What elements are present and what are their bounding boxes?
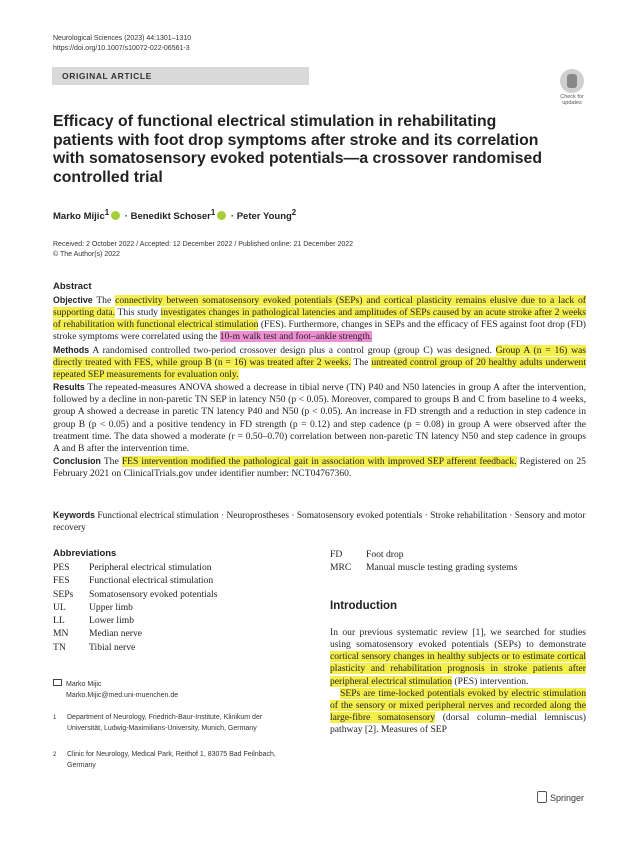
abbreviation-definition: Somatosensory evoked potentials xyxy=(89,588,218,600)
journal-info xyxy=(53,34,191,53)
objective-label: Objective xyxy=(53,295,93,305)
affiliation-text: Clinic for Neurology, Medical Park, Reithof 1, 83075 Bad Feilnbach, Germany xyxy=(67,751,276,769)
results-label: Results xyxy=(53,382,85,393)
abbreviation: SEPs xyxy=(53,588,74,600)
methods-label: Methods xyxy=(53,344,90,355)
copyright: © The Author(s) 2022 xyxy=(53,251,120,258)
abbreviations-heading: Abbreviations xyxy=(53,548,117,559)
highlight-yellow: FES intervention modified the pathological gait in association with improved SEP afferent feedback. xyxy=(121,456,517,468)
abbreviation-definition: Upper limb xyxy=(89,601,133,613)
abstract-body xyxy=(53,294,586,480)
author-list xyxy=(53,208,296,222)
affiliation-text: Department of Neurology, Friedrich-Baur-Institute, Klinikum der Universität, Ludwig-Maximilians-University, Munich, Germany xyxy=(67,714,263,732)
author-separator: · xyxy=(228,211,237,223)
text-run: A randomised controlled two-period crossover design plus a control group (group C) was designed. xyxy=(92,344,496,356)
abbreviation: LL xyxy=(53,615,65,627)
abstract-conclusion xyxy=(53,455,586,480)
publisher-name: Springer xyxy=(550,793,585,803)
publication-dates xyxy=(53,240,353,260)
abbreviation-row xyxy=(53,614,217,627)
abbreviations-list-left xyxy=(53,561,217,654)
author-affiliation-mark: 1 xyxy=(104,208,110,217)
text-run: In our previous systematic review [ xyxy=(330,627,476,638)
envelope-icon xyxy=(53,679,62,686)
author-affiliation-mark: 1 xyxy=(210,208,216,217)
publisher-logo xyxy=(537,791,584,803)
citation-link[interactable]: 2 xyxy=(368,724,373,736)
intro-paragraph xyxy=(330,627,586,688)
abbreviation: FD xyxy=(330,549,343,560)
affiliation-number: 2 xyxy=(53,752,57,758)
journal-citation: Neurological Sciences (2023) 44:1301–1310 xyxy=(53,35,192,42)
abbreviation-definition: Functional electrical stimulation xyxy=(89,575,214,587)
corresponding-email[interactable]: Marko.Mijic@med.uni-muenchen.de xyxy=(66,691,179,699)
abbreviation: MN xyxy=(53,628,69,640)
text-run: (FES). Furthermore, changes in SEPs and the efficacy of FES against foot drop (FD) stroke symptoms were correlated using the xyxy=(53,319,586,343)
paper-title: Efficacy of functional electrical stimulation in rehabilitating patients with foot drop symptoms after stroke and its correlation with somatosensory evoked potentials—a crossover randomised controlled trial xyxy=(53,113,542,186)
abstract-objective xyxy=(53,294,586,344)
text-run: (dorsal column–medial lemniscus) pathway [ xyxy=(330,712,586,736)
author-name[interactable]: Benedikt Schoser xyxy=(130,211,211,223)
abbreviation-row xyxy=(53,574,217,587)
abbreviation-definition: Lower limb xyxy=(89,615,135,627)
history-dates: Received: 2 October 2022 / Accepted: 12 December 2022 / Published online: 21 December 2022 xyxy=(53,241,354,248)
author-affiliation-mark: 2 xyxy=(291,208,297,217)
orcid-icon[interactable] xyxy=(111,211,120,220)
conclusion-label: Conclusion xyxy=(53,456,101,467)
author-separator: · xyxy=(122,211,131,223)
check-for-updates-label: Check for updates xyxy=(560,94,584,106)
corresponding-author: Marko Mijic xyxy=(66,681,102,688)
abbreviation: MRC xyxy=(330,562,352,574)
text-run: Registered on 25 February 2021 on ClinicalTrials.gov under identifier number: NCT04767360. xyxy=(53,456,586,480)
abbreviations-list-right xyxy=(330,548,517,575)
abbreviation-definition: Tibial nerve xyxy=(89,641,136,653)
abstract-heading: Abstract xyxy=(53,281,92,292)
abbreviation: PES xyxy=(53,562,70,573)
abbreviation-row xyxy=(53,601,217,614)
author-name[interactable]: Peter Young xyxy=(236,211,292,223)
introduction-body xyxy=(330,627,586,736)
introduction-heading: Introduction xyxy=(330,600,398,612)
springer-horse-icon xyxy=(537,791,547,803)
text-run: The xyxy=(96,295,116,306)
text-run: ], we searched for studies using somatosensory evoked potentials (SEPs) to demonstrate xyxy=(330,627,587,651)
article-type-banner xyxy=(52,67,309,85)
abbreviation-row xyxy=(330,548,517,561)
highlight-yellow: untreated control group of 20 healthy adults underwent repeated SEP measurements for evaluation only. xyxy=(53,356,586,380)
check-for-updates-icon xyxy=(560,69,584,93)
highlight-yellow: investigates changes in pathological latencies and amplitudes of SEPs caused by an acute stroke after 2 weeks of rehabilitation with functional electrical stimulation xyxy=(53,307,586,331)
abbreviation-row xyxy=(330,561,517,574)
affiliation xyxy=(53,750,283,771)
abbreviation-definition: Foot drop xyxy=(366,549,404,560)
text-run: (PES) intervention. xyxy=(452,675,529,687)
doi-link[interactable]: https://doi.org/10.1007/s10072-022-06561-3 xyxy=(53,44,190,52)
highlight-yellow: connectivity between somatosensory evoked potentials (SEPs) and cortical plasticity remains elusive due to a lack of supporting data. xyxy=(53,295,586,319)
check-for-updates-badge[interactable] xyxy=(555,69,589,106)
text-run: This study xyxy=(115,307,161,319)
abbreviation-row xyxy=(53,627,217,640)
abbreviation-row xyxy=(53,561,217,574)
correspondence xyxy=(53,679,178,701)
author-name[interactable]: Marko Mijic xyxy=(53,211,105,223)
affiliation-number: 1 xyxy=(53,715,57,721)
text-run: ]. Measures of SEP xyxy=(372,724,447,736)
intro-paragraph xyxy=(330,688,586,737)
text-run: The xyxy=(103,456,122,468)
abbreviation: TN xyxy=(53,641,66,653)
keywords xyxy=(53,509,586,534)
abbreviation-row xyxy=(53,588,217,601)
highlight-yellow: SEPs are time-locked potentials evoked by electric stimulation of the sensory or mixed peripheral nerves and recorded along the large-fibre somatosensory xyxy=(330,687,586,724)
abbreviation: UL xyxy=(53,601,66,613)
abbreviation-definition: Median nerve xyxy=(89,628,143,640)
text-run: The repeated-measures ANOVA showed a decrease in tibial nerve (TN) P40 and N50 latencies in group A after the intervention, followed by a decline in non-paretic TN SEP in latency N50 (p < 0.05). Moreover, compared to groups B and C from baseline to 4 weeks, group A showed a decrease in paretic TN latency P40 and N50 (p < 0.05). An increase in FD strength and a reduction in step cadence in group B (p < 0.05) and a positive tendency in FD strength (p = 0.12) and step cadence (p = 0.08) in group A were observed after the treatment time. The data showed a moderate (r = 0.50–0.70) correlation between non-paretic TN latency N50 and step cadence in groups A and B after the intervention time. xyxy=(53,382,586,454)
text-run: The xyxy=(350,356,372,368)
abbreviation-definition: Peripheral electrical stimulation xyxy=(89,562,212,573)
affiliation xyxy=(53,713,283,734)
abstract-results xyxy=(53,381,586,455)
keywords-text: Functional electrical stimulation · Neuroprostheses · Somatosensory evoked potentials · Stroke rehabilitation · Sensory and motor recovery xyxy=(53,511,586,533)
abstract-methods xyxy=(53,344,586,381)
abbreviation-definition: Manual muscle testing grading systems xyxy=(366,562,518,574)
abbreviation: FES xyxy=(53,575,70,587)
abbreviation-row xyxy=(53,641,217,654)
keywords-label: Keywords xyxy=(53,510,96,520)
orcid-icon[interactable] xyxy=(217,211,226,220)
highlight-yellow: Group A (n = 16) was directly treated with FES, while group B (n = 16) was treated after 2 weeks. xyxy=(53,344,586,368)
article-type-label: ORIGINAL ARTICLE xyxy=(62,71,152,81)
highlight-pink: 10-m walk test and foot–ankle strength. xyxy=(219,331,373,343)
highlight-yellow: cortical sensory changes in healthy subjects or to estimate cortical plasticity and rehabilitation prognosis in stroke patients after peripheral electrical stimulation xyxy=(330,651,586,687)
citation-link[interactable]: 1 xyxy=(475,627,481,638)
